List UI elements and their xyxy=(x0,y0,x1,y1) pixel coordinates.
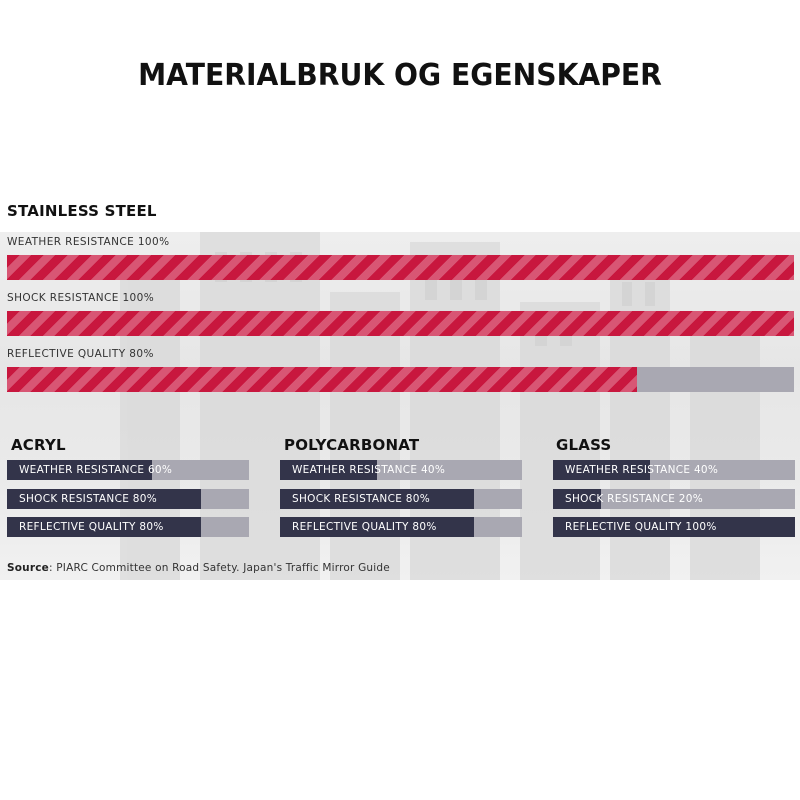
glass-heading: GLASS xyxy=(556,436,612,454)
steel-weather-fill xyxy=(7,255,794,280)
glass-weather-label: WEATHER RESISTANCE 40% xyxy=(565,464,719,476)
steel-weather-bar xyxy=(7,255,794,280)
steel-reflective-bar xyxy=(7,367,794,392)
acryl-heading: ACRYL xyxy=(11,436,66,454)
polycarbonat-weather-bar xyxy=(280,460,522,480)
polycarbonat-shock-bar xyxy=(280,489,522,509)
polycarbonat-reflective-bar xyxy=(280,517,522,537)
acryl-shock-bar xyxy=(7,489,249,509)
polycarbonat-reflective-label: REFLECTIVE QUALITY 80% xyxy=(292,521,437,533)
acryl-shock-label: SHOCK RESISTANCE 80% xyxy=(19,493,158,505)
steel-weather-label: WEATHER RESISTANCE 100% xyxy=(7,236,170,248)
steel-shock-fill xyxy=(7,311,794,336)
polycarbonat-heading: POLYCARBONAT xyxy=(284,436,420,454)
steel-reflective-fill xyxy=(7,367,637,392)
source-label: Source xyxy=(7,562,49,574)
page-title: MATERIALBRUK OG EGENSKAPER xyxy=(138,58,662,93)
steel-shock-bar xyxy=(7,311,794,336)
source-text: : PIARC Committee on Road Safety. Japan's Traffic Mirror Guide xyxy=(48,562,390,574)
glass-shock-label: SHOCK RESISTANCE 20% xyxy=(565,493,704,505)
polycarbonat-shock-label: SHOCK RESISTANCE 80% xyxy=(292,493,431,505)
glass-weather-bar xyxy=(553,460,795,480)
acryl-weather-bar xyxy=(7,460,249,480)
steel-shock-label: SHOCK RESISTANCE 100% xyxy=(7,292,155,304)
acryl-reflective-label: REFLECTIVE QUALITY 80% xyxy=(19,521,164,533)
acryl-reflective-bar xyxy=(7,517,249,537)
acryl-weather-label: WEATHER RESISTANCE 60% xyxy=(19,464,173,476)
steel-reflective-label: REFLECTIVE QUALITY 80% xyxy=(7,348,154,360)
stainless-steel-heading: STAINLESS STEEL xyxy=(7,202,157,220)
polycarbonat-weather-label: WEATHER RESISTANCE 40% xyxy=(292,464,446,476)
glass-reflective-label: REFLECTIVE QUALITY 100% xyxy=(565,521,717,533)
source-note xyxy=(7,562,390,574)
glass-reflective-bar xyxy=(553,517,795,537)
glass-shock-bar xyxy=(553,489,795,509)
